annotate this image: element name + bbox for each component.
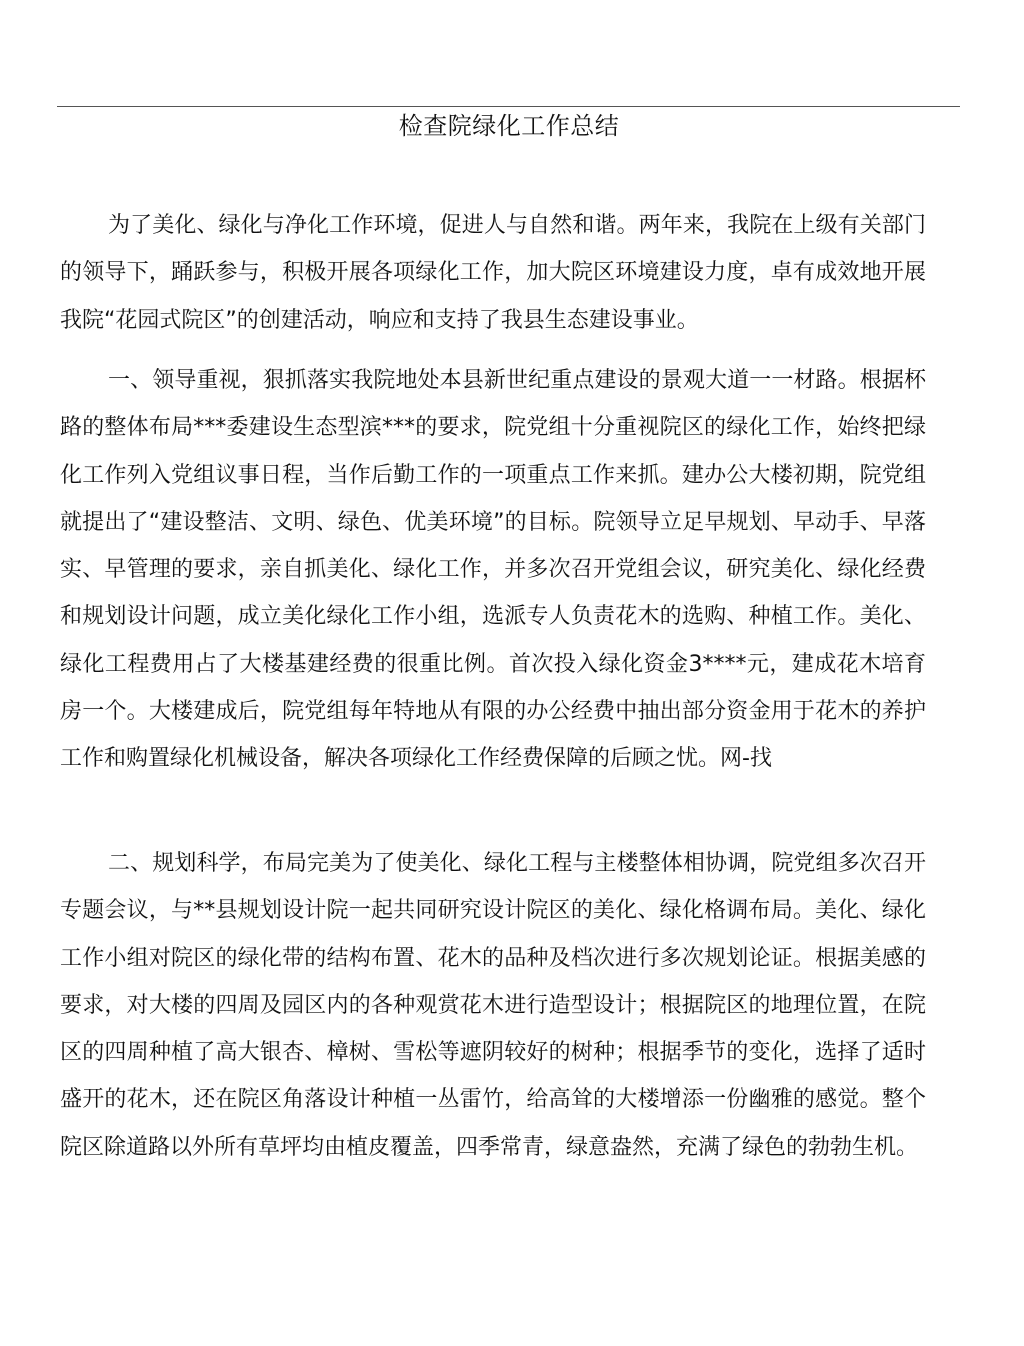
paragraph-leadership: 一、领导重视，狠抓落实我院地处本县新世纪重点建设的景观大道一一材路。根据杯路的整体布局***委建设生态型滨***的要求，院党组十分重视院区的绿化工作，始终把绿化工作列入党组议事日程，当作后勤工作的一项重点工作来抓。建办公大楼初期，院党组就提出了“建设整洁、文明、绿色、优美环境”的目标。院领导立足早规划、早动手、早落实、早管理的要求，亲自抓美化、绿化工作，并多次召开党组会议，研究美化、绿化经费和规划设计问题，成立美化绿化工作小组，选派专人负责花木的选购、种植工作。美化、绿化工程费用占了大楼基建经费的很重比例。首次投入绿化资金3****元，建成花木培育房一个。大楼建成后，院党组每年特地从有限的办公经费中抽出部分资金用于花木的养护工作和购置绿化机械设备，解决各项绿化工作经费保障的后顾之忧。网-找: [60, 368, 926, 772]
document-title: 检查院绿化工作总结: [398, 112, 620, 140]
paragraph-intro: 为了美化、绿化与净化工作环境，促进人与自然和谐。两年来，我院在上级有关部门的领导下，踊跃参与，积极开展各项绿化工作，加大院区环境建设力度，卓有成效地开展我院“花园式院区”的创建活动，响应和支持了我县生态建设事业。: [60, 213, 926, 333]
header-rule: [57, 106, 960, 107]
paragraph-planning: 二、规划科学，布局完美为了使美化、绿化工程与主楼整体相协调，院党组多次召开专题会议，与**县规划设计院一起共同研究设计院区的美化、绿化格调布局。美化、绿化工作小组对院区的绿化带的结构布置、花木的品种及档次进行多次规划论证。根据美感的要求，对大楼的四周及园区内的各种观赏花木进行造型设计；根据院区的地理位置，在院区的四周种植了高大银杏、樟树、雪松等遮阴较好的树种；根据季节的变化，选择了适时盛开的花木，还在院区角落设计种植一丛雷竹，给高耸的大楼增添一份幽雅的感觉。整个院区除道路以外所有草坪均由植皮覆盖，四季常青，绿意盎然，充满了绿色的勃勃生机。: [60, 851, 926, 1160]
